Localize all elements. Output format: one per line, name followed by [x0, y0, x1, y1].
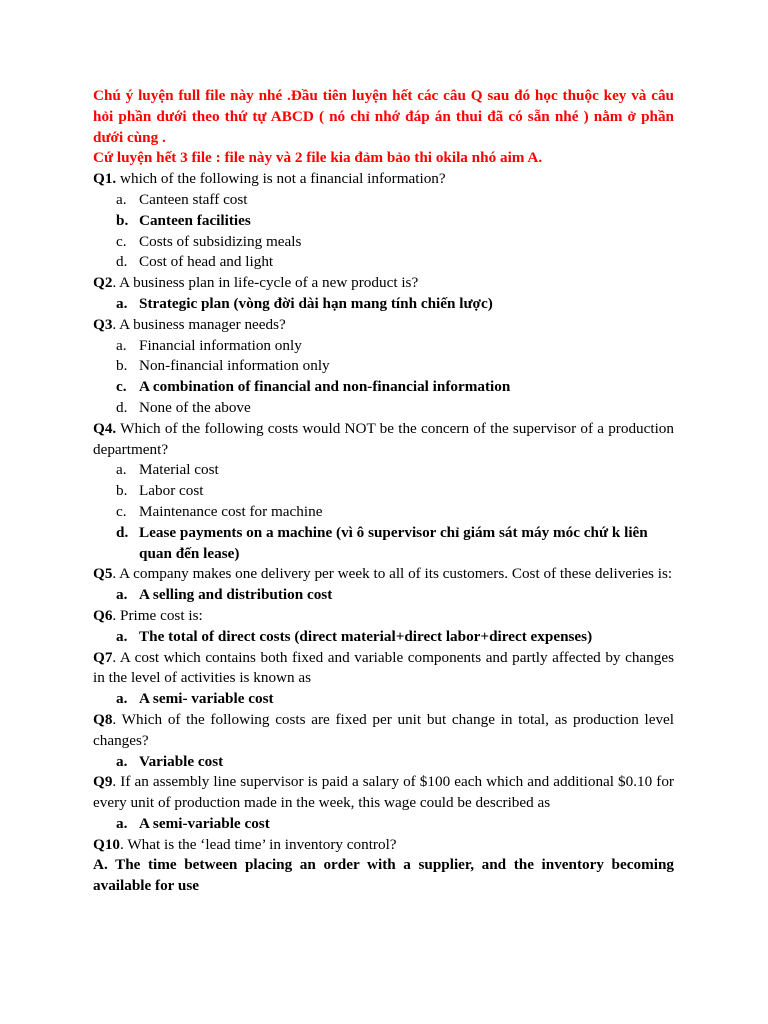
answer-option [93, 356, 674, 377]
answer-options [93, 814, 674, 835]
question-7 [93, 648, 674, 690]
option-letter: b. [116, 357, 128, 375]
option-text: Canteen facilities [139, 211, 251, 229]
correct-answer-option [93, 377, 674, 398]
option-letter: a. [116, 814, 128, 832]
option-text: A combination of financial and non-financial information [139, 378, 511, 396]
answer-options [93, 190, 674, 273]
correct-answer-option [93, 752, 674, 773]
option-letter: a. [116, 190, 127, 208]
option-text: A semi- variable cost [139, 690, 274, 708]
question-10 [93, 835, 674, 856]
option-text: Lease payments on a machine (vì ô supervisor chỉ giám sát máy móc chứ k liên quan đến lease) [139, 523, 648, 562]
option-letter: c. [116, 232, 127, 250]
question-number: Q9 [93, 773, 113, 791]
option-letter: d. [116, 523, 129, 541]
question-number: Q2 [93, 274, 113, 292]
option-letter: a. [116, 627, 128, 645]
question-text: . What is the ‘lead time’ in inventory control? [120, 835, 397, 853]
study-note-2: Cứ luyện hết 3 file : file này và 2 file kia đảm bảo thi okila nhó aim A. [93, 149, 543, 167]
correct-answer-option [93, 627, 674, 648]
answer-options [93, 336, 674, 419]
question-text: . If an assembly line supervisor is paid a salary of $100 each which and additional $0.10 for every unit of production made in the week, this wage could be described as [93, 773, 674, 812]
option-letter: c. [116, 378, 127, 396]
answer-option [93, 481, 674, 502]
question-number: Q4. [93, 419, 117, 437]
option-letter: a. [116, 690, 128, 708]
option-text: Strategic plan (vòng đời dài hạn mang tính chiến lược) [139, 294, 493, 312]
answer-option [93, 252, 674, 273]
question-number: Q6 [93, 606, 113, 624]
option-text: None of the above [139, 398, 251, 416]
correct-answer-option [93, 211, 674, 232]
question-2 [93, 273, 674, 294]
answer-option [93, 190, 674, 211]
option-letter: c. [116, 502, 127, 520]
question-number: Q7 [93, 648, 113, 666]
question-3 [93, 315, 674, 336]
option-letter: d. [116, 398, 128, 416]
question-text: . Which of the following costs are fixed per unit but change in total, as production level changes? [93, 710, 674, 749]
option-text: Cost of head and light [139, 253, 274, 271]
question-number: Q8 [93, 710, 113, 728]
answer-option [93, 398, 674, 419]
option-letter: a. [116, 336, 127, 354]
question-number: Q5 [93, 565, 113, 583]
option-text: A selling and distribution cost [139, 586, 333, 604]
option-text: A semi-variable cost [139, 814, 270, 832]
answer-options [93, 294, 674, 315]
question-text: . A business plan in life-cycle of a new product is? [112, 274, 419, 292]
option-text: Non-financial information only [139, 357, 330, 375]
answer-options [93, 752, 674, 773]
option-letter: d. [116, 253, 128, 271]
question-8 [93, 710, 674, 752]
study-note-1: Chú ý luyện full file này nhé .Đầu tiên luyện hết các câu Q sau đó học thuộc key và câu hỏi phần dưới theo thứ tự ABCD ( nó chỉ nhớ đáp án thui đã có sẵn nhé ) nằm ở phần dưới cùng . [93, 87, 674, 146]
answer-options [93, 585, 674, 606]
question-text: Which of the following costs would NOT be the concern of the supervisor of a production department? [93, 419, 674, 458]
question-5 [93, 564, 674, 585]
correct-answer-option [93, 294, 674, 315]
question-9 [93, 772, 674, 814]
correct-answer-option [93, 523, 674, 565]
answer-option [93, 232, 674, 253]
question-4 [93, 419, 674, 461]
option-text: The total of direct costs (direct material+direct labor+direct expenses) [139, 627, 593, 645]
option-text: Financial information only [139, 336, 302, 354]
option-letter: a. [116, 752, 128, 770]
option-text: Labor cost [139, 482, 204, 500]
answer-options [93, 627, 674, 648]
option-text: Material cost [139, 461, 219, 479]
correct-answer-option [93, 814, 674, 835]
option-text: Costs of subsidizing meals [139, 232, 302, 250]
question-text: . A company makes one delivery per week to all of its customers. Cost of these deliveries is: [112, 565, 673, 583]
option-text: Canteen staff cost [139, 190, 248, 208]
question-text: . Prime cost is: [112, 606, 203, 624]
option-letter: b. [116, 482, 128, 500]
option-letter: a. [116, 294, 128, 312]
answer-option [93, 460, 674, 481]
option-letter: a. [116, 461, 127, 479]
question-text: which of the following is not a financial information? [116, 170, 446, 188]
question-6 [93, 606, 674, 627]
option-text: Maintenance cost for machine [139, 502, 323, 520]
option-text: Variable cost [139, 752, 224, 770]
answer-option [93, 502, 674, 523]
question-1 [93, 169, 674, 190]
question-number: Q3 [93, 315, 113, 333]
option-letter: a. [116, 586, 128, 604]
correct-answer-option [93, 689, 674, 710]
answer-option [93, 336, 674, 357]
question-text: . A business manager needs? [112, 315, 286, 333]
question-list [93, 169, 674, 855]
question-number: Q10 [93, 835, 121, 853]
answer-options [93, 460, 674, 564]
option-letter: b. [116, 211, 129, 229]
q10-answer: A. The time between placing an order with a supplier, and the inventory becoming available for use [93, 856, 674, 895]
question-text: . A cost which contains both fixed and variable components and partly affected by changes in the level of activities is known as [93, 648, 674, 687]
question-number: Q1. [93, 170, 117, 188]
answer-options [93, 689, 674, 710]
correct-answer-option [93, 585, 674, 606]
